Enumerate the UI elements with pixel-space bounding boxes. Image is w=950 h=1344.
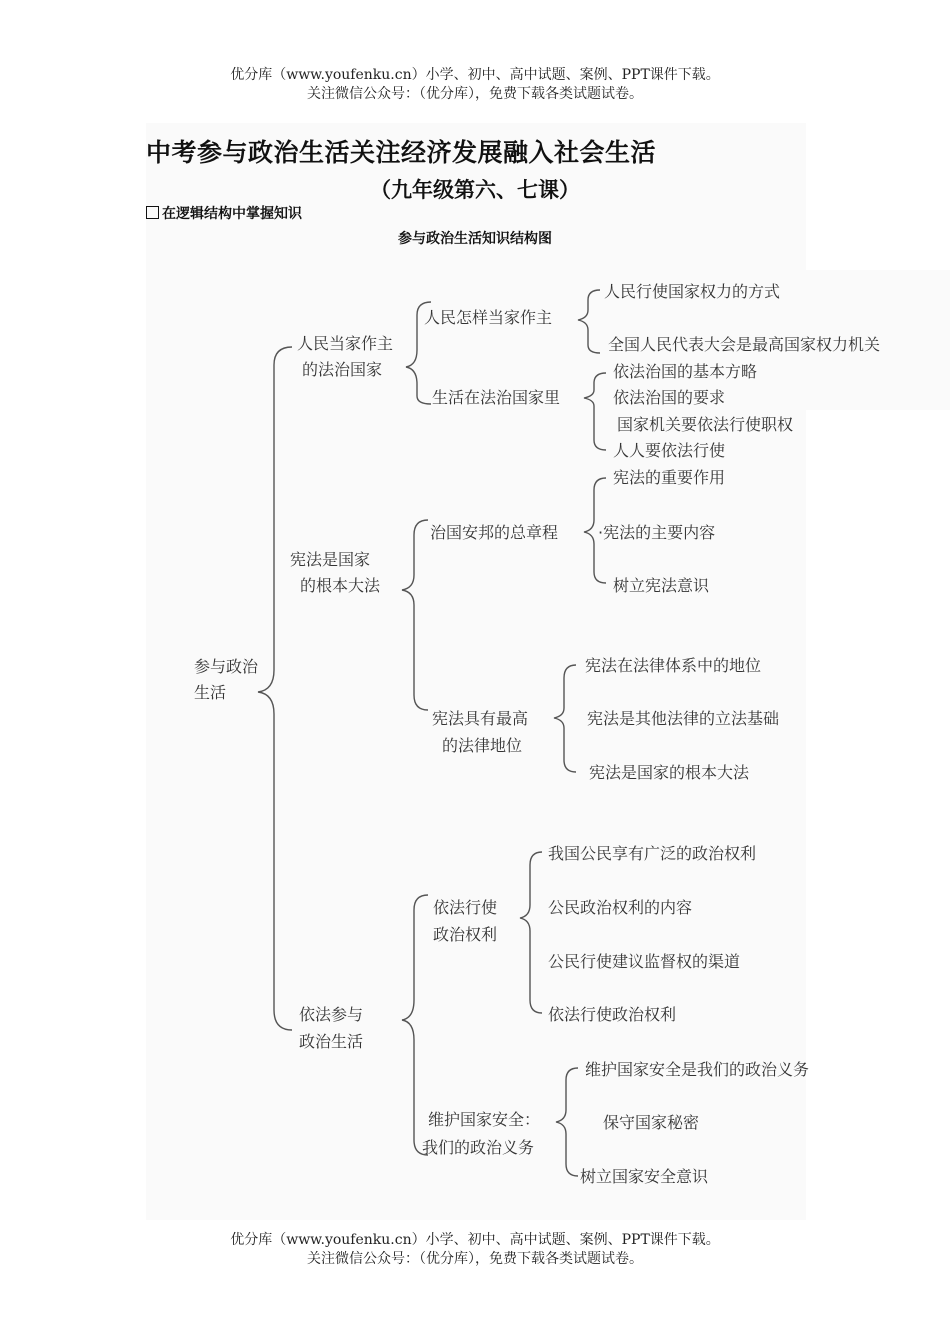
node-constitution	[290, 550, 381, 595]
node-supreme-line-1: 宪法具有最高	[432, 709, 529, 728]
brace-root	[258, 347, 292, 1030]
leaf-19: 树立国家安全意识	[580, 1167, 709, 1186]
document-title: 中考参与政治生活关注经济发展融入社会生活	[146, 138, 657, 167]
leaf-16: 依法行使政治权利	[548, 1005, 677, 1024]
leaf-6: 人人要依法行使	[613, 441, 726, 460]
diagram-title: 参与政治生活知识结构图	[398, 231, 552, 247]
leaf-1: 人民行使国家权力的方式	[604, 282, 781, 301]
node-rights-line-1: 依法行使	[433, 898, 498, 917]
document-subtitle: （九年级第六、七课）	[370, 178, 580, 202]
node-participate	[299, 1005, 368, 1051]
leaf-11: 宪法是其他法律的立法基础	[587, 709, 780, 728]
node-people-rule-line-2: 的法治国家	[302, 360, 383, 379]
node-security-line-1: 维护国家安全：	[428, 1110, 541, 1129]
node-charter: 治国安邦的总章程	[430, 523, 559, 542]
node-people-rule-line-1: 人民当家作主	[297, 334, 394, 353]
node-constitution-line-1: 宪法是国家	[290, 550, 371, 569]
leaf-13: 我国公民享有广泛的政治权利	[548, 844, 757, 863]
node-live-rule: 生活在法治国家里	[432, 388, 561, 407]
root-line-1: 参与政治	[194, 657, 259, 676]
leaf-3: 依法治国的基本方略	[613, 362, 758, 381]
node-security	[422, 1110, 545, 1157]
node-supreme	[432, 709, 533, 755]
leaf-14: 公民政治权利的内容	[548, 898, 693, 917]
footer-line-2: 关注微信公众号：（优分库），免费下载各类试题试卷。	[307, 1251, 643, 1267]
section-heading-text: 在逻辑结构中掌握知识	[162, 206, 302, 222]
footer-line-1: 优分库（www.youfenku.cn）小学、初中、高中试题、案例、PPT课件下载。	[230, 1232, 720, 1248]
node-security-line-2: 我们的政治义务	[422, 1138, 535, 1157]
brace-constitution	[402, 520, 428, 710]
brace-security	[556, 1068, 578, 1176]
root-line-2: 生活	[194, 683, 227, 702]
header-line-1: 优分库（www.youfenku.cn）小学、初中、高中试题、案例、PPT课件下载。	[230, 67, 720, 83]
leaf-12: 宪法是国家的根本大法	[589, 763, 750, 782]
leaf-4: 依法治国的要求	[613, 388, 726, 407]
leaf-8: ·宪法的主要内容	[598, 523, 716, 542]
brace-how-people	[578, 290, 600, 353]
leaf-10: 宪法在法律体系中的地位	[585, 656, 762, 675]
node-people-rule	[297, 334, 398, 379]
brace-live-rule	[584, 373, 606, 450]
node-rights	[433, 898, 502, 944]
leaf-15: 公民行使建议监督权的渠道	[548, 952, 741, 971]
leaf-5: 国家机关要依法行使职权	[617, 415, 794, 434]
brace-rights	[520, 852, 542, 1013]
root-node	[194, 657, 263, 702]
header-line-2: 关注微信公众号：（优分库），免费下载各类试题试卷。	[307, 86, 643, 102]
leaf-18: 保守国家秘密	[603, 1113, 700, 1132]
node-supreme-line-2: 的法律地位	[442, 736, 523, 755]
node-rights-line-2: 政治权利	[433, 925, 498, 944]
node-how-people: 人民怎样当家作主	[424, 308, 553, 327]
leaf-9: 树立宪法意识	[613, 576, 710, 595]
brace-participate	[402, 895, 428, 1155]
leaf-17: 维护国家安全是我们的政治义务	[585, 1060, 810, 1079]
node-participate-line-1: 依法参与	[299, 1005, 364, 1024]
node-participate-line-2: 政治生活	[299, 1032, 364, 1051]
brace-supreme	[554, 665, 576, 772]
leaf-2: 全国人民代表大会是最高国家权力机关	[608, 335, 881, 354]
node-constitution-line-2: 的根本大法	[300, 576, 381, 595]
leaf-7: 宪法的重要作用	[613, 468, 726, 487]
